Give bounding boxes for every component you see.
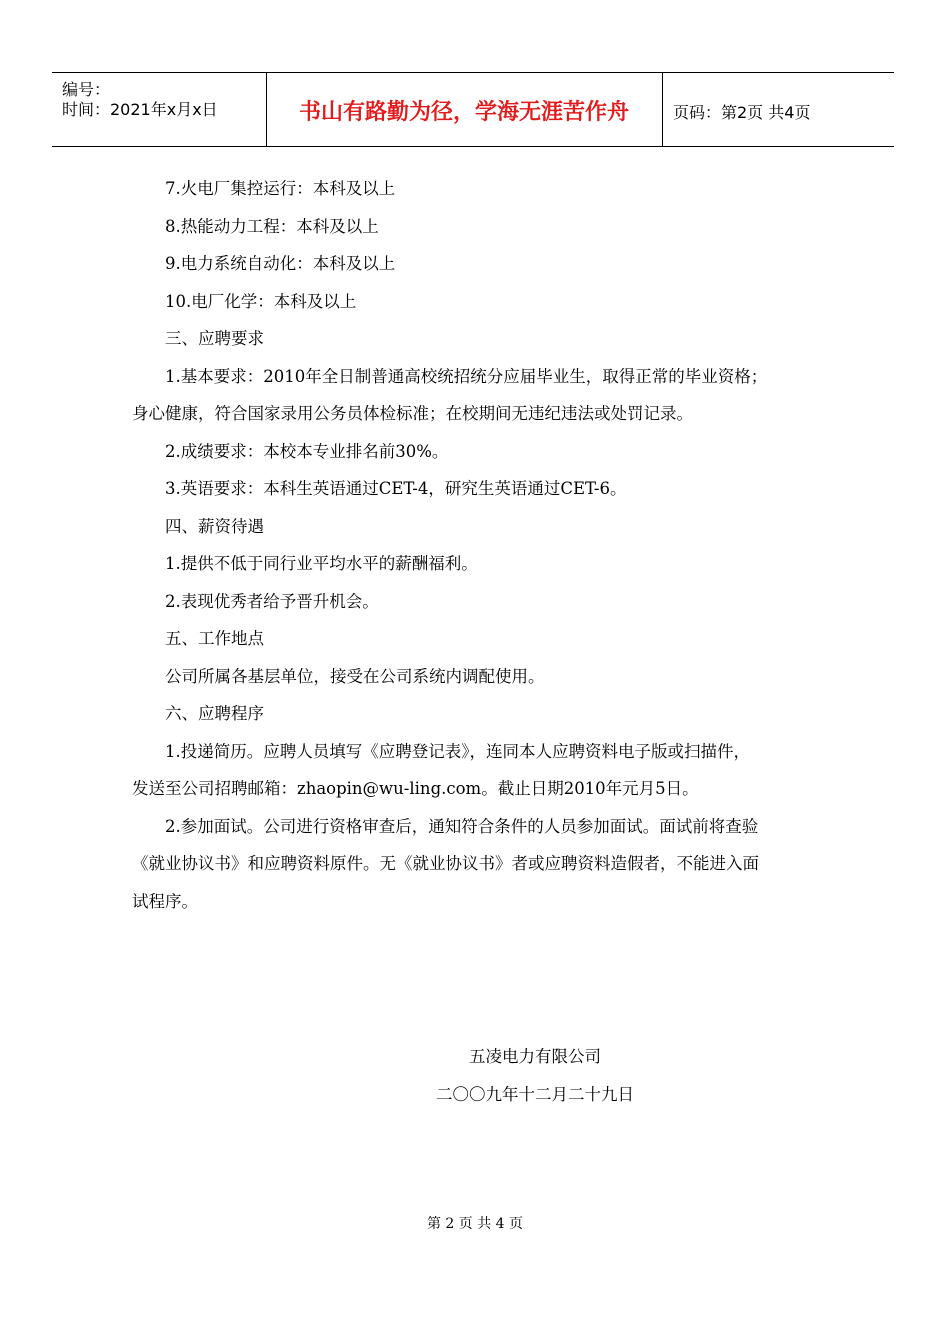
page-footer: 第 2 页 共 4 页: [426, 1216, 524, 1232]
list-item-major-10: 10.电厂化学：本科及以上: [165, 291, 357, 311]
section-heading-salary: 四、薪资待遇: [165, 516, 264, 536]
document-body: [132, 170, 822, 920]
header-page-info: 页码：第2页 共4页: [673, 103, 811, 122]
document-time-label: 时间：2021年x月x日: [62, 100, 218, 119]
list-item-major-8: 8.热能动力工程：本科及以上: [165, 216, 379, 236]
paragraph-procedure-2: 2.参加面试。公司进行资格审查后，通知符合条件的人员参加面试。面试前将查验: [165, 816, 759, 836]
header-meta-cell: [52, 73, 267, 146]
paragraph-grade-requirement: 2.成绩要求：本校本专业排名前30%。: [165, 441, 449, 461]
list-item-major-9: 9.电力系统自动化：本科及以上: [165, 254, 396, 273]
paragraph-salary-1: 1.提供不低于同行业平均水平的薪酬福利。: [165, 554, 478, 573]
document-number-label: 编号：: [62, 80, 111, 99]
page-header: [52, 72, 894, 147]
header-page-cell: [663, 73, 894, 146]
list-item-major-7: 7.火电厂集控运行：本科及以上: [165, 179, 396, 198]
paragraph-procedure-1: 1.投递简历。应聘人员填写《应聘登记表》，连同本人应聘资料电子版或扫描件，: [165, 741, 750, 761]
paragraph-procedure-2-cont: 《就业协议书》和应聘资料原件。无《就业协议书》者或应聘资料造假者，不能进入面: [132, 854, 759, 873]
paragraph-location: 公司所属各基层单位，接受在公司系统内调配使用。: [165, 666, 545, 686]
paragraph-salary-2: 2.表现优秀者给予晋升机会。: [165, 591, 379, 611]
paragraph-basic-requirement-cont: 身心健康，符合国家录用公务员体检标准；在校期间无违纪违法或处罚记录。: [132, 404, 693, 423]
header-motto: 书山有路勤为径，学海无涯苦作舟: [298, 100, 629, 125]
paragraph-procedure-2-end: 试程序。: [132, 891, 198, 911]
paragraph-basic-requirement: 1.基本要求：2010年全日制普通高校统招统分应届毕业生，取得正常的毕业资格；: [165, 366, 768, 386]
paragraph-procedure-1-cont: 发送至公司招聘邮箱：zhaopin@wu-ling.com。截止日期2010年元月5日。: [132, 779, 699, 798]
section-heading-procedure: 六、应聘程序: [165, 704, 264, 723]
header-motto-cell: [266, 73, 663, 146]
signature-company: 五凌电力有限公司: [469, 1047, 601, 1066]
signature-date: 二〇〇九年十二月二十九日: [436, 1085, 634, 1104]
section-heading-requirements: 三、应聘要求: [165, 329, 264, 348]
paragraph-english-requirement: 3.英语要求：本科生英语通过CET-4，研究生英语通过CET-6。: [165, 479, 627, 498]
section-heading-location: 五、工作地点: [165, 629, 264, 648]
